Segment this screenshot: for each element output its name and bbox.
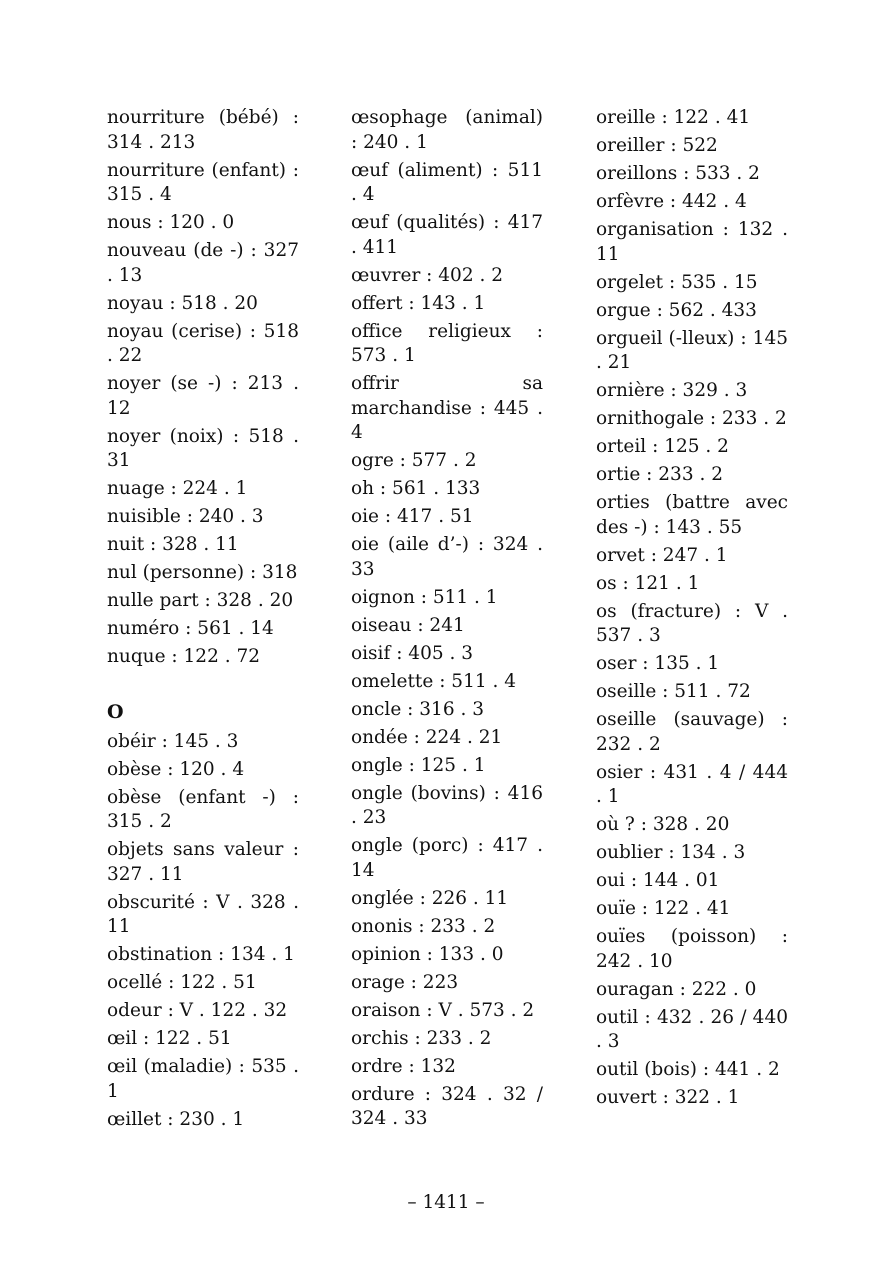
index-entry: œillet : 230 . 1	[107, 1108, 245, 1130]
index-entry: obèse : 120 . 4	[107, 758, 245, 780]
index-entry: orvet : 247 . 1	[596, 544, 728, 566]
index-entry: ornière : 329 . 3	[596, 380, 748, 401]
index-entry: oseille : 511 . 72	[596, 681, 751, 702]
index-entry: offert : 143 . 1	[351, 292, 486, 314]
index-entry: objets sans valeur : 327 . 11	[107, 839, 299, 885]
index-entry: ogre : 577 . 2	[351, 450, 477, 471]
entry-list-n	[107, 106, 299, 670]
index-entry: œuf (aliment) : 511 . 4	[351, 159, 543, 205]
index-entry: ondée : 224 . 21	[351, 726, 503, 748]
index-entry: orfèvre : 442 . 4	[596, 191, 747, 212]
index-entry: oui : 144 . 01	[596, 870, 720, 891]
index-entry: nuque : 122 . 72	[107, 646, 261, 667]
index-entry: noyau (cerise) : 518 . 22	[107, 320, 299, 366]
index-entry: oublier : 134 . 3	[596, 842, 746, 863]
index-entry: orage : 223	[351, 971, 459, 993]
index-entry: numéro : 561 . 14	[107, 618, 274, 639]
index-entry: oisif : 405 . 3	[351, 642, 474, 664]
index-entry: omelette : 511 . 4	[351, 670, 517, 692]
index-entry: ocellé : 122 . 51	[107, 972, 257, 993]
index-entry: ordure : 324 . 32 / 324 . 33	[351, 1083, 543, 1129]
index-entry: outil : 432 . 26 / 440 . 3	[596, 1006, 788, 1052]
index-entry: oser : 135 . 1	[596, 653, 720, 674]
index-entry: oreille : 122 . 41	[596, 107, 751, 128]
index-entry: ongle (porc) : 417 . 14	[351, 835, 543, 881]
index-entry: nuisible : 240 . 3	[107, 506, 264, 527]
index-column-3	[596, 106, 788, 1114]
index-entry: nulle part : 328 . 20	[107, 590, 294, 611]
index-entry: nourriture (enfant) : 315 . 4	[107, 159, 299, 205]
index-entry: nul (personne) : 318	[107, 562, 298, 583]
index-entry: ordre : 132	[351, 1055, 456, 1077]
index-entry: opinion : 133 . 0	[351, 943, 504, 965]
index-entry: office religieux : 573 . 1	[351, 320, 543, 366]
index-entry: œil : 122 . 51	[107, 1028, 232, 1049]
index-entry: onglée : 226 . 11	[351, 887, 509, 909]
section-letter-heading: O	[107, 700, 124, 723]
index-entry: nuage : 224 . 1	[107, 478, 248, 499]
index-column-2	[351, 106, 543, 1135]
index-entry: nous : 120 . 0	[107, 212, 235, 233]
index-entry: noyer (noix) : 518 . 31	[107, 425, 299, 471]
index-entry: œuf (qualités) : 417 . 411	[351, 212, 543, 258]
entry-list-o	[107, 730, 299, 1133]
index-entry: obscurité : V . 328 . 11	[107, 891, 299, 937]
index-entry: ouïe : 122 . 41	[596, 898, 731, 919]
index-entry: organisation : 132 . 11	[596, 219, 788, 265]
index-entry: œuvrer : 402 . 2	[351, 264, 504, 286]
index-entry: oreillons : 533 . 2	[596, 163, 760, 184]
index-entry: orgueil (-lleux) : 145 . 21	[596, 327, 788, 373]
index-entry: oraison : V . 573 . 2	[351, 999, 535, 1021]
index-entry: oignon : 511 . 1	[351, 586, 498, 608]
index-entry: orchis : 233 . 2	[351, 1027, 492, 1049]
index-entry: os (fracture) : V . 537 . 3	[596, 600, 788, 646]
index-entry: orteil : 125 . 2	[596, 436, 729, 457]
index-entry: noyer (se -) : 213 . 12	[107, 373, 299, 419]
index-entry: ouragan : 222 . 0	[596, 978, 757, 1000]
index-entry: ortie : 233 . 2	[596, 464, 723, 485]
index-entry: oiseau : 241	[351, 614, 465, 636]
index-entry: odeur : V . 122 . 32	[107, 1000, 288, 1021]
index-entry: œil (maladie) : 535 . 1	[107, 1056, 299, 1102]
index-entry: os : 121 . 1	[596, 572, 700, 594]
index-entry: œsophage (animal) : 240 . 1	[351, 107, 543, 153]
index-entry: orgelet : 535 . 15	[596, 271, 758, 293]
index-entry: oie : 417 . 51	[351, 506, 474, 527]
index-entry: nuit : 328 . 11	[107, 534, 239, 555]
index-entry: ouïes (poisson) : 242 . 10	[596, 926, 788, 972]
index-entry: orgue : 562 . 433	[596, 299, 757, 321]
index-entry: osier : 431 . 4 / 444 . 1	[596, 761, 788, 807]
index-entry: ongle (bovins) : 416 . 23	[351, 782, 543, 828]
index-entry: offrir sa marchandise : 445 . 4	[351, 373, 543, 443]
index-entry: nourriture (bébé) : 314 . 213	[107, 107, 299, 153]
index-entry: oie (aile d’-) : 324 . 33	[351, 534, 543, 580]
index-column-1	[107, 106, 299, 1136]
index-entry: oreiller : 522	[596, 135, 718, 156]
index-entry: oseille (sauvage) : 232 . 2	[596, 709, 788, 755]
index-entry: obèse (enfant -) : 315 . 2	[107, 786, 299, 832]
index-entry: outil (bois) : 441 . 2	[596, 1059, 780, 1080]
index-entry: oncle : 316 . 3	[351, 698, 484, 720]
index-entry: orties (battre avec des -) : 143 . 55	[596, 492, 788, 538]
index-entry: ornithogale : 233 . 2	[596, 408, 787, 429]
index-entry: oh : 561 . 133	[351, 478, 481, 499]
index-entry: nouveau (de -) : 327 . 13	[107, 240, 299, 286]
index-entry: obstination : 134 . 1	[107, 944, 295, 965]
index-entry: ongle : 125 . 1	[351, 754, 486, 776]
index-entry: ouvert : 322 . 1	[596, 1087, 740, 1108]
index-entry: ononis : 233 . 2	[351, 915, 496, 937]
page-number: – 1411 –	[407, 1192, 485, 1213]
index-entry: noyau : 518 . 20	[107, 292, 258, 314]
index-entry: où ? : 328 . 20	[596, 814, 730, 835]
index-entry: obéir : 145 . 3	[107, 730, 239, 752]
